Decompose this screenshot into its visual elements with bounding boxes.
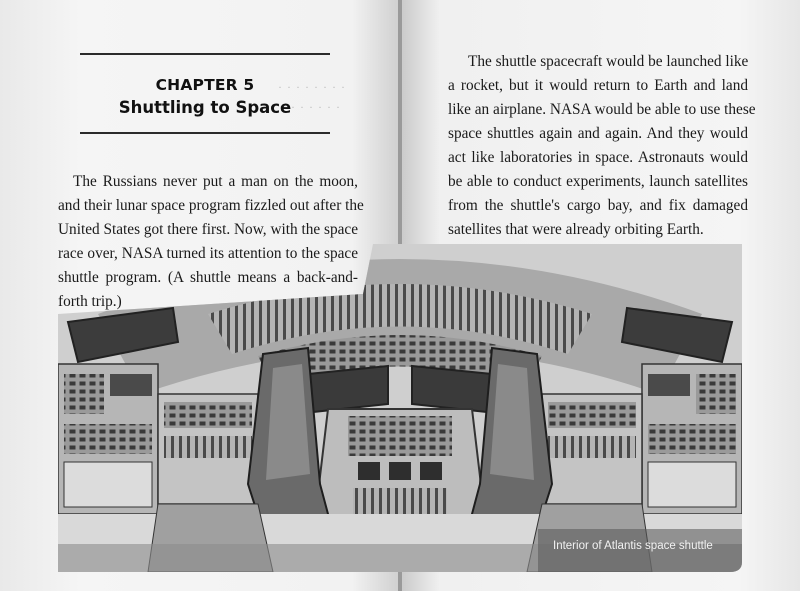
text-line: from the shuttle's cargo bay, and fix damaged (448, 197, 748, 214)
text-line: race over, NASA turned its attention to the space (58, 245, 358, 262)
text-line: be able to conduct experiments, launch satellites (448, 173, 748, 190)
text-line: shuttle program. (A shuttle means a back-and- (58, 269, 358, 286)
text-line: and their lunar space program fizzled out after the (58, 197, 364, 214)
right-paragraph (448, 50, 756, 242)
text-line: act like laboratories in space. Astronauts would (448, 149, 748, 166)
bleed-through-text: · · · · · · · · (278, 80, 346, 94)
text-line: like an airplane. NASA would be able to use these (448, 101, 756, 118)
text-line: The shuttle spacecraft would be launched like (468, 53, 749, 70)
text-line: United States got there first. Now, with the space (58, 221, 358, 238)
text-line: satellites that were already orbiting Earth. (448, 221, 704, 238)
chapter-label: CHAPTER 5 (155, 76, 255, 94)
chapter-top-rule (80, 53, 330, 55)
illustration-caption: Interior of Atlantis space shuttle (553, 540, 713, 552)
shuttle-cockpit-illustration (58, 244, 742, 572)
text-line: forth trip.) (58, 293, 122, 310)
chapter-bottom-rule (80, 132, 330, 134)
bleed-through-text: · · · · · · · (282, 100, 341, 114)
text-line: The Russians never put a man on the moon, (73, 173, 358, 190)
chapter-title: Shuttling to Space (118, 98, 292, 117)
text-line: space shuttles again and again. And they would (448, 125, 748, 142)
text-line: a rocket, but it would return to Earth and land (448, 77, 748, 94)
